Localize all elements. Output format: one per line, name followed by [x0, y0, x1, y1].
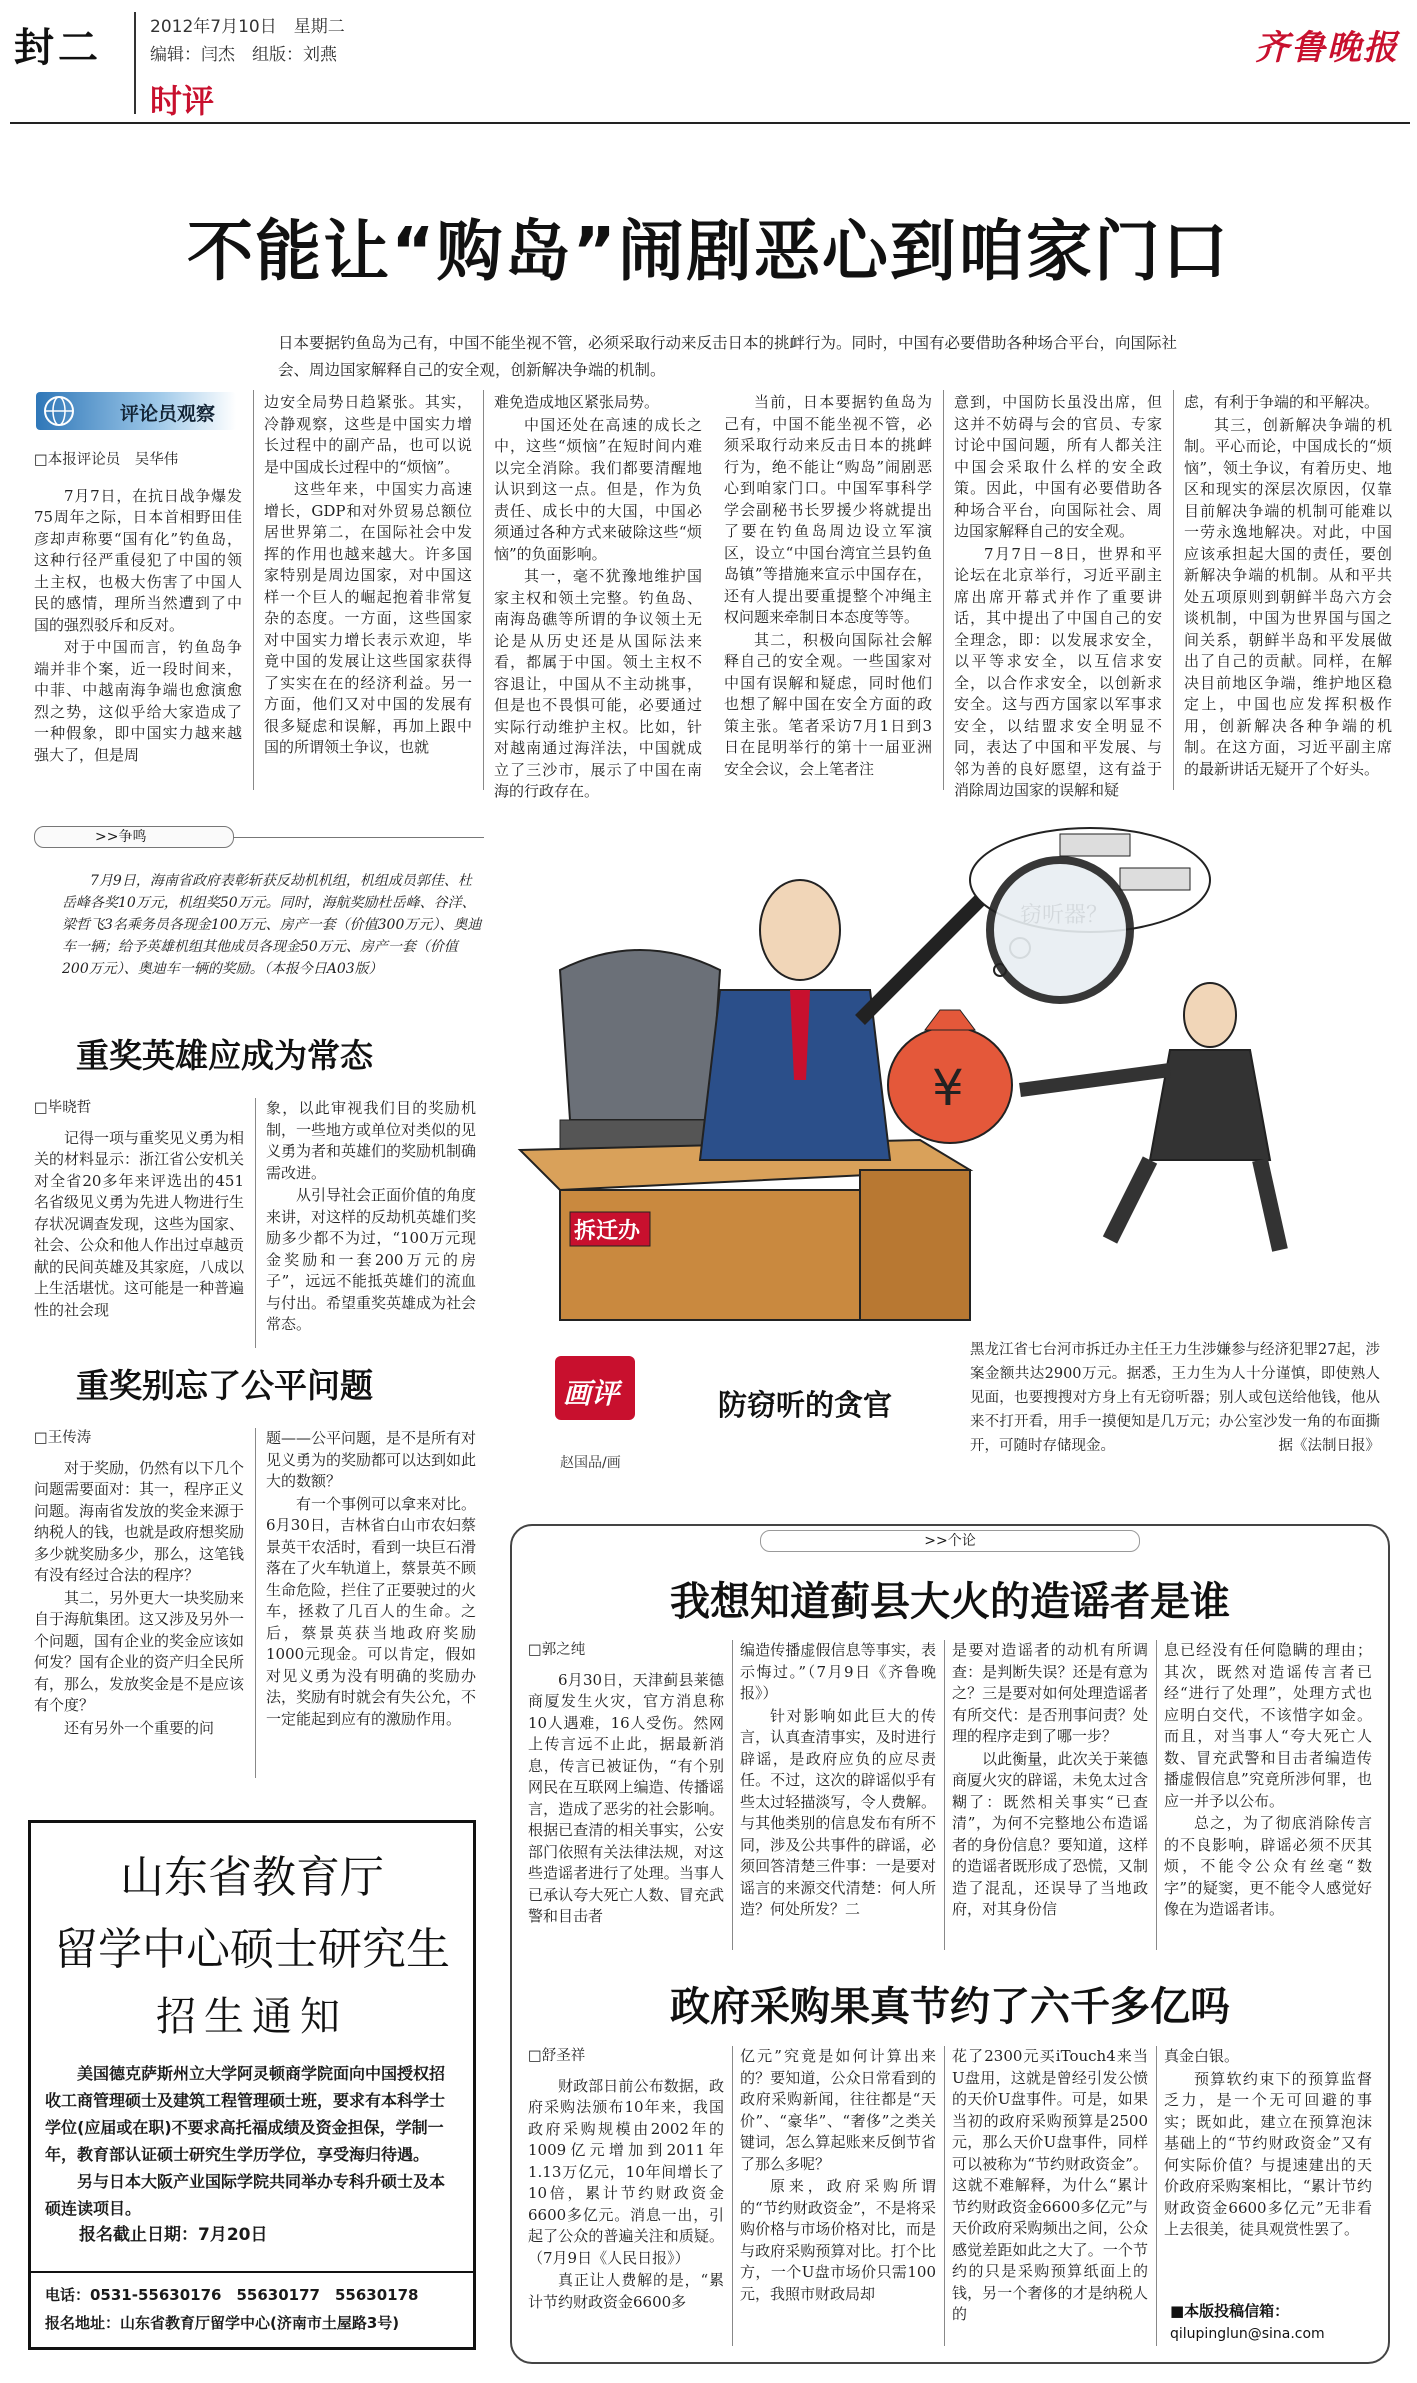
- para: 从引导社会正面价值的角度来讲，对这样的反劫机英雄们奖励多少都不为过，“100万元现金奖励和一套200万元的房子”，远远不能抵英雄们的流血与付出。希望重奖英雄成为社会常态。: [266, 1186, 477, 1333]
- main-col-2: [264, 392, 472, 760]
- paper-logo: 齐鲁晚报: [1255, 28, 1399, 68]
- article2-title: 重奖英雄应成为常态: [76, 1036, 373, 1075]
- desk: [520, 1140, 970, 1320]
- col-rule: [1173, 390, 1174, 790]
- col-rule: [1156, 1640, 1157, 1950]
- para: 记得一项与重奖见义勇为相关的材料显示：浙江省公安机关对全省20多年来评选出的451名省级见义勇为先进人物进行生存状况调查发现，这些为国家、社会、公众和他人作出过卓越贡献的民间英雄及其家庭，八成以上生活堪忧。这可能是一种普遍性的社会现: [34, 1128, 245, 1319]
- mailbox-email[interactable]: qilupinglun@sina.com: [1170, 2326, 1325, 2342]
- para: 当前，日本要据钓鱼岛为己有，中国不能坐视不管，必须采取行动来反击日本的挑衅行为，绝不能让“购岛”闹剧恶心到咱家门口。中国军事科学学会副秘书长罗援少将就提出了要在钓鱼岛周边设立军演区，设立“中国台湾宜兰县钓鱼岛镇”等措施来宣示中国存在，还有人提出要重提整个冲绳主权问题来牵制日本态度等等。: [724, 393, 932, 626]
- gelun-tag: [760, 1530, 1140, 1552]
- col-rule: [1156, 2046, 1157, 2346]
- header-divider: [134, 12, 136, 114]
- para: 对于中国而言，钓鱼岛争端并非个案，近一段时间来，中菲、中越南海争端也愈演愈烈之势，这似乎给大家造成了一种假象，即中国实力越来越强大了，但是周: [34, 638, 242, 764]
- para: 6月30日，天津蓟县莱德商厦发生火灾，官方消息称10人遇难，16人受伤。然网上传言远不止此，据最新消息，传言已被证伪，“有个别网民在互联网上编造、传播谣言，造成了恶劣的社会影响。根据已查清的相关事实，公安部门依照有关法律法规，对这些造谣者进行了处理。当事人已承认夸大死亡人数、冒充武警和目击者: [528, 1670, 724, 1925]
- cartoon-illustration: [500, 820, 1410, 1340]
- gelun-col-1: [528, 1640, 724, 1929]
- para: 息已经没有任何隐瞒的理由；其次，既然对造谣传言者已经“进行了处理”，处理方式也应明白交代，不该惜字如金。而且，对当事人“夸大死亡人数、冒充武警和目击者编造传播虚假信息”究竟所涉何罪，也应一并予以公布。: [1164, 1641, 1372, 1810]
- para: 原来，政府采购所谓的“节约财政资金”，不是将采购价格与市场价格对比，而是与政府采购预算对比。打个比方，一个U盘市场价只需100元，我照市财政局却: [740, 2177, 936, 2303]
- cartoon-title: 防窃听的贪官: [718, 1388, 893, 1422]
- para: 对于奖励，仍然有以下几个问题需要面对：其一，程序正义问题。海南省发放的奖金来源于纳税人的钱，也就是政府想奖励多少就奖励多少，那么，这笔钱有没有经过合法的程序？: [34, 1458, 245, 1584]
- para: 花了2300元买iTouch4来当U盘用，这就是曾经引发公愤的天价U盘事件。可是，如果当初的政府采购预算是2500元，那么天价U盘事件，同样可以被称为“节约财政资金”。这就不难解释，为什么“累计节约财政资金6600多亿元”与天价政府采购频出之间，公众感觉差距如此之大了。一个节约的只是采购预算纸面上的钱，另一个奢侈的才是纳税人的: [952, 2047, 1148, 2323]
- gelun-author: □郭之纯: [528, 1642, 586, 1658]
- zhengming-news: 7月9日，海南省政府表彰斩获反劫机机组，机组成员郭佳、杜岳峰各奖10万元，机组奖50万元。同时，海航奖励杜岳峰、谷洋、梁哲飞3名乘务员各现金100万元、房产一套（价值300万元）、奥迪车一辆；给予英雄机组其他成员各现金50万元、房产一套（价值200万元）、奥迪车一辆的奖励。（本报今日A03版）: [62, 873, 482, 977]
- ad-line-2: 留学中心硕士研究生: [54, 1924, 450, 1975]
- col-rule: [944, 1640, 945, 1950]
- main-title: 不能让“购岛”闹剧恶心到咱家门口: [187, 213, 1230, 290]
- cartoon-artist: 赵国品/画: [560, 1455, 621, 1471]
- gelun-title: 我想知道蓟县大火的造谣者是谁: [670, 1579, 1230, 1625]
- ad-body-1: 美国德克萨斯州立大学阿灵顿商学院面向中国授权招收工商管理硕士及建筑工程管理硕士班，要求有本科学士学位(应届或在职)不要求高托福成绩及资金担保，学制一年，教育部认证硕士研究生学历学位，享受海归待遇。: [45, 2064, 446, 2164]
- section-label: 封二: [14, 25, 102, 71]
- article3-author: □王传涛: [34, 1430, 92, 1446]
- para: 题——公平问题，是不是所有对见义勇为的奖励都可以达到如此大的数额？: [266, 1429, 477, 1490]
- article5-col-2: [740, 2046, 936, 2306]
- cartoon-source: 据《法制日报》: [1278, 1438, 1380, 1454]
- main-col-1: [34, 450, 242, 767]
- para: 虑，有利于争端的和平解决。: [1184, 393, 1380, 411]
- globe-icon: [40, 392, 78, 430]
- para: 意到，中国防长虽没出席，但这并不妨碍与会的官员、专家讨论中国问题，所有人都关注中国会采取什么样的安全政策。因此，中国有必要借助各种场合平台，向国际社会、周边国家解释自己的安全观。: [954, 393, 1162, 540]
- briber-figure: [1020, 983, 1280, 1250]
- para: 中国还处在高速的成长之中，这些“烦恼”在短时间内难以完全消除。我们都要清醒地认识到这一点。但是，作为负责任、成长中的大国，中国必须通过各种方式来破除这些“烦恼”的负面影响。: [494, 415, 702, 563]
- zhengming-label: >>争鸣: [95, 829, 147, 845]
- article2-col-2: [266, 1098, 476, 1337]
- para: 财政部日前公布数据，政府采购法颁布10年来，我国政府采购规模由2002年的1009亿元增加到2011年1.13万亿元，10年间增长了10倍，累计节约财政资金6600多亿元。消息一出，引起了公众的普遍关注和质疑。（7月9日《人民日报》）: [528, 2076, 724, 2267]
- article2-author: □毕晓哲: [34, 1100, 92, 1116]
- gelun-col-2: [740, 1640, 936, 1922]
- commentator-badge: [36, 392, 236, 430]
- yuan-glyph: ¥: [932, 1059, 964, 1117]
- ad-deadline: 报名截止日期：7月20日: [79, 2225, 268, 2245]
- para: 其二，积极向国际社会解释自己的安全观。一些国家对中国有误解和疑虑，同时他们也想了解中国在安全方面的政策主张。笔者采访7月1日到3日在昆明举行的第十一届亚洲安全会议，会上笔者注: [724, 630, 932, 778]
- main-col-3: [494, 392, 702, 804]
- para: 7月7日，在抗日战争爆发75周年之际，日本首相野田佳彦却声称要“国有化”钓鱼岛，这种行径严重侵犯了中国的领土主权，也极大伤害了中国人民的感情，理所当然遭到了中国的强烈驳斥和反对。: [34, 486, 242, 634]
- editors: 编辑：闫杰 组版：刘燕: [150, 45, 337, 65]
- para: 象，以此审视我们目的奖励机制，一些地方或单位对类似的见义勇为者和英雄们的奖励机制确需改进。: [266, 1099, 477, 1182]
- ad-box: [28, 1820, 476, 2350]
- gelun-col-4: [1164, 1640, 1372, 1922]
- para: 是要对造谣者的动机有所调查：是判断失误？还是有意为之？三是要对如何处理造谣者有所交代：是否刑事问责？处理的程序走到了哪一步？: [952, 1641, 1148, 1745]
- col-rule: [732, 1640, 733, 1950]
- ad-body-2: 另与日本大阪产业国际学院共同举办专科升硕士及本硕连读项目。: [45, 2172, 446, 2218]
- office-chair: [560, 950, 720, 1150]
- para: 真正让人费解的是，“累计节约财政资金6600多: [528, 2271, 724, 2311]
- main-summary: 日本要据钓鱼岛为己有，中国不能坐视不管，必须采取行动来反击日本的挑衅行为。同时，中国有必要借助各种场合平台，向国际社会、周边国家解释自己的安全观，创新解决争端的机制。: [278, 334, 1178, 379]
- col-rule: [255, 1428, 256, 1778]
- col-rule: [944, 2046, 945, 2346]
- para: 真金白银。: [1164, 2047, 1240, 2065]
- zhengming-tag: [34, 826, 234, 848]
- gelun-col-3: [952, 1640, 1148, 1922]
- cartoon-caption-text: 黑龙江省七台河市拆迁办主任王力生涉嫌参与经济犯罪27起，涉案金额共达2900万元。据悉，王力生为人十分谨慎，即使熟人见面，也要搜搜对方身上有无窃听器；别人或包送给他钱，他从来不打开看，用手一摸便知是几万元；办公室沙发一角的布面撕开，可随时存储现金。: [970, 1342, 1380, 1454]
- cartoon-caption: [970, 1338, 1380, 1458]
- main-author: □本报评论员 吴华伟: [34, 452, 179, 468]
- para: 以此衡量，此次关于莱德商厦火灾的辟谣，未免太过含糊了：既然相关事实“已查清”，为何不完整地公布造谣者的身份信息？要知道，这样的造谣者既形成了恐慌，又制造了混乱，还误导了当地政府，对其身份信: [952, 1749, 1148, 1918]
- column-name: 时评: [150, 82, 215, 120]
- article5-col-3: [952, 2046, 1148, 2327]
- col-rule: [943, 390, 944, 790]
- para: 这些年来，中国实力高速增长，GDP和对外贸易总额位居世界第二，在国际社会中发挥的作用也越来越大。许多国家特别是周边国家，对中国这样一个巨人的崛起抱着非常复杂的态度。一方面，这些国家对中国实力增长表示欢迎，毕竟中国的发展让这些国家获得了实实在在的经济利益。另一方面，他们又对中国的发展有很多疑虑和误解，再加上跟中国的所谓领土争议，也就: [264, 480, 472, 756]
- cartoon-badge: [555, 1356, 635, 1420]
- col-rule: [253, 390, 254, 790]
- col-rule: [732, 2046, 733, 2346]
- col-rule: [483, 390, 484, 790]
- main-col-4: [724, 392, 932, 781]
- issue-date: 2012年7月10日 星期二: [150, 17, 345, 37]
- para: 难免造成地区紧张局势。: [494, 393, 660, 411]
- article3-col-2: [266, 1428, 476, 1731]
- article2-col-1: [34, 1098, 244, 1322]
- main-col-6: [1184, 392, 1392, 781]
- article5-author: □舒圣祥: [528, 2048, 586, 2064]
- para: 边安全局势日趋紧张。其实，冷静观察，这些是中国实力增长过程中的副产品，也可以说是中国成长过程中的“烦恼”。: [264, 393, 472, 476]
- article5-title: 政府采购果真节约了六千多亿吗: [670, 1984, 1230, 2030]
- article5-col-1: [528, 2046, 724, 2314]
- mailbox-label: ■本版投稿信箱：: [1170, 2302, 1290, 2320]
- header-rule: [10, 122, 1410, 124]
- para: 预算软约束下的预算监督乏力，是一个无可回避的事实；既如此，建立在预算泡沫基础上的“节约财政资金”又有何实际价值？与提速建出的天价政府采购案相比，“累计节约财政资金6600多亿元”无非看上去很美，徒具观赏性罢了。: [1164, 2069, 1372, 2238]
- ad-footer: [31, 2271, 473, 2347]
- badge-label: 评论员观察: [120, 403, 216, 425]
- article3-title: 重奖别忘了公平问题: [76, 1366, 373, 1405]
- para: 7月7日－8日，世界和平论坛在北京举行，习近平副主席出席开幕式并作了重要讲话，其中提出了中国自己的安全理念，即：以发展求安全，以平等求安全，以互信求安全，以合作求安全，以创新求安全。这与西方国家以军事求安全，以结盟求安全明显不同，表达了中国和平发展、与邻为善的良好愿望，这有益于消除周边国家的误解和疑: [954, 544, 1162, 799]
- cartoon-badge-label: 画评: [563, 1377, 620, 1410]
- para: 其二，另外更大一块奖励来自于海航集团。这又涉及另外一个问题，国有企业的奖金应该如何发？国有企业的资产归全民所有，那么，发放奖金是不是应该有个度？: [34, 1588, 245, 1714]
- para: 还有另外一个重要的问: [64, 1718, 215, 1737]
- money-bag: [888, 1010, 1012, 1143]
- para: 其三，创新解决争端的机制。平心而论，中国成长的“烦恼”，领土争议，有着历史、地区和现实的深层次原因，仅靠目前解决争端的机制可能难以一劳永逸地解决。对此，中国应该承担起大国的责任，要创新解决争端的机制。从和平共处五项原则到朝鲜半岛六方会谈机制，中国为世界国与国之间关系，朝鲜半岛和平发展做出了自己的贡献。同样，在解决目前地区争端，维护地区稳定上，中国也应发挥积极作用，创新解决各种争端的机制。在这方面，习近平副主席的最新讲话无疑开了个好头。: [1184, 415, 1392, 778]
- article3-col-1: [34, 1428, 244, 1740]
- para: 其一，毫不犹豫地维护国家主权和领土完整。钓鱼岛、南海岛礁等所谓的争议领土无论是从历史还是从国际法来看，都属于中国。领土主权不容退让，中国从不主动挑事，但是也不畏惧可能，必要通过实际行动维护主权。比如，针对越南通过海洋法，中国就成立了三沙市，展示了中国在南海的行政存在。: [494, 567, 702, 800]
- zhengming-rule: [234, 837, 484, 838]
- para: 有一个事例可以拿来对比。6月30日，吉林省白山市农妇蔡景英干农活时，看到一块巨石滑落在了火车轨道上，蔡景英不顾生命危险，拦住了正要驶过的火车，拯救了几百人的生命。之后，蔡景英获当地政府奖励1000元现金。可以肯定，假如对见义勇为没有明确的奖励办法，奖励有时就会有失公允，不一定能起到应有的激励作用。: [266, 1494, 477, 1728]
- para: 编造传播虚假信息等事实，表示悔过。”（7月9日《齐鲁晚报》）: [740, 1641, 936, 1702]
- gelun-label: >>个论: [924, 1533, 976, 1549]
- para: 总之，为了彻底消除传言的不良影响，辟谣必须不厌其烦，不能令公众有丝毫“数字”的疑窦，更不能令人感觉好像在为造谣者讳。: [1164, 1814, 1372, 1918]
- ad-line-3: 招生通知: [156, 1994, 348, 2040]
- col-rule: [255, 1098, 256, 1348]
- ad-address: 报名地址：山东省教育厅留学中心(济南市土屋路3号): [45, 2314, 400, 2332]
- para: 针对影响如此巨大的传言，认真查清事实，及时进行辟谣，是政府应负的应尽责任。不过，这次的辟谣似乎有些太过轻描淡写，令人费解。与其他类别的信息发布有所不同，涉及公共事件的辟谣，必须回答清楚三件事：一是要对谣言的来源交代清楚：何人所造？何处所发？二: [740, 1706, 936, 1918]
- desk-sign: 拆迁办: [574, 1219, 641, 1244]
- para: 亿元”究竟是如何计算出来的？要知道，公众日常看到的政府采购新闻，往往都是“天价”、“豪华”、“奢侈”之类关键词，怎么算起账来反倒节省了那么多呢？: [740, 2047, 936, 2173]
- article5-col-4: [1164, 2046, 1372, 2242]
- main-col-5: [954, 392, 1162, 803]
- ad-tel: 电话：0531-55630176 55630177 55630178: [45, 2286, 419, 2304]
- ad-line-1: 山东省教育厅: [120, 1852, 384, 1903]
